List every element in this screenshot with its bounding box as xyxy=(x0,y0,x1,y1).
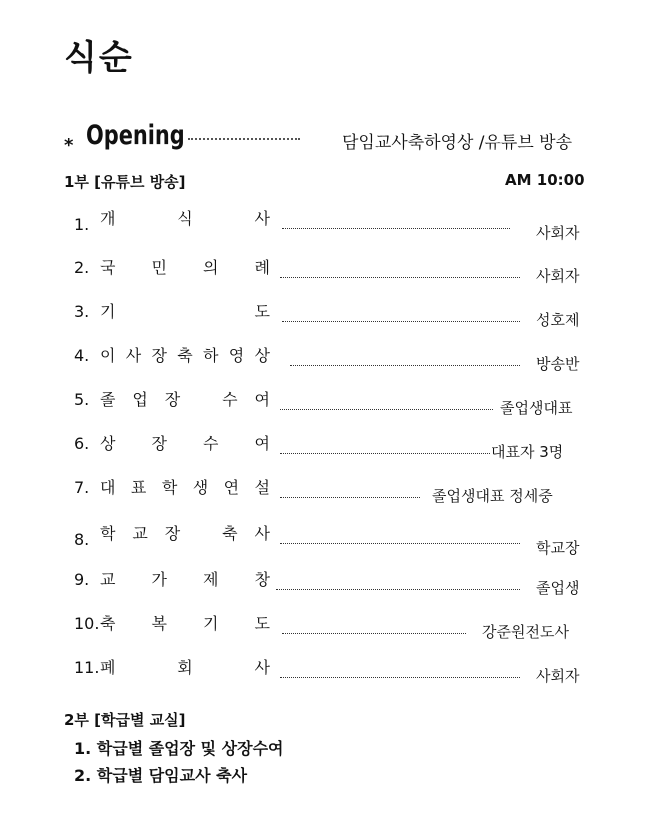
program-item-char: 영 xyxy=(228,346,245,365)
leader-dots xyxy=(282,228,510,229)
program-item-char: 도 xyxy=(254,302,270,321)
program-item-char: 설 xyxy=(254,478,270,497)
part1-time: AM 10:00 xyxy=(505,171,585,189)
leader-dots xyxy=(280,409,493,410)
program-item-label xyxy=(74,521,270,549)
program-item-char: 축 xyxy=(222,524,238,543)
program-item-number: 5. xyxy=(74,390,90,409)
part2-item-2: 2. 학급별 담임교사 축사 xyxy=(74,766,248,785)
program-item-char: 여 xyxy=(254,434,270,453)
program-item-char: 학 xyxy=(161,478,178,497)
program-item-name xyxy=(100,343,270,366)
program-item-presenter: 졸업생대표 정세중 xyxy=(432,487,553,505)
program-item-char: 례 xyxy=(254,258,270,277)
program-item-char: 사 xyxy=(254,658,270,677)
program-item-number: 10. xyxy=(74,614,100,633)
program-item-name xyxy=(100,431,270,454)
program-item-char: 기 xyxy=(203,614,219,633)
program-item-char: 복 xyxy=(151,614,167,633)
program-item-presenter: 사회자 xyxy=(536,224,580,242)
program-item-char: 가 xyxy=(151,570,167,589)
program-item-char: 기 xyxy=(100,302,116,321)
program-item-char: 장 xyxy=(151,346,167,365)
program-item-char: 여 xyxy=(254,390,270,409)
leader-dots xyxy=(282,321,520,322)
program-item-name xyxy=(100,255,270,278)
program-item-presenter: 성호제 xyxy=(536,311,580,329)
program-item-number: 9. xyxy=(74,570,90,589)
program-item-name xyxy=(100,387,270,410)
program-item-char: 제 xyxy=(203,570,219,589)
program-item-presenter: 사회자 xyxy=(536,267,580,285)
program-item-char: 회 xyxy=(177,658,193,677)
program-item-char: 교 xyxy=(132,524,148,543)
program-item-number: 2. xyxy=(74,258,90,277)
opening-bullet: * xyxy=(64,135,74,156)
page-title: 식순 xyxy=(64,38,134,78)
program-item-char: 의 xyxy=(203,258,219,277)
program-item-name xyxy=(100,655,270,678)
program-item-char: 축 xyxy=(100,614,116,633)
program-item-char: 장 xyxy=(164,390,181,409)
leader-dots xyxy=(280,497,420,498)
program-item-name xyxy=(100,206,270,229)
program-item-char: 개 xyxy=(100,209,116,228)
leader-dots xyxy=(280,543,520,544)
program-item-char: 교 xyxy=(100,570,116,589)
program-item-char: 업 xyxy=(132,390,148,409)
program-item-name xyxy=(100,611,270,634)
program-item-char: 학 xyxy=(100,524,116,543)
program-item-name xyxy=(100,567,270,590)
program-item-label xyxy=(74,299,270,322)
part1-title: 1부 [유튜브 방송] xyxy=(64,173,186,191)
program-item-char: 표 xyxy=(130,478,147,497)
leader-dots xyxy=(282,633,466,634)
program-item-char: 축 xyxy=(177,346,193,365)
opening-heading: Opening xyxy=(86,120,185,151)
program-item-label xyxy=(74,655,270,678)
program-item-char: 도 xyxy=(254,614,270,633)
program-item-label xyxy=(74,206,270,234)
program-item-label xyxy=(74,387,270,410)
program-item-name xyxy=(100,475,270,498)
program-item-label xyxy=(74,343,270,366)
program-item-char: 창 xyxy=(254,570,270,589)
program-item-label xyxy=(74,475,270,498)
program-item-presenter: 졸업생 xyxy=(536,579,580,597)
program-item-char: 사 xyxy=(254,209,270,228)
program-item-char: 생 xyxy=(192,478,209,497)
program-item-number: 4. xyxy=(74,346,90,365)
leader-dots xyxy=(280,453,490,454)
program-item-number: 1. xyxy=(74,215,90,234)
program-item-label xyxy=(74,567,270,590)
program-item-char: 하 xyxy=(203,346,219,365)
opening-description: 담임교사축하영상 /유튜브 방송 xyxy=(342,133,573,153)
program-item-label xyxy=(74,255,270,278)
leader-dots xyxy=(280,277,520,278)
program-item-presenter: 사회자 xyxy=(536,667,580,685)
part2-item-1: 1. 학급별 졸업장 및 상장수여 xyxy=(74,739,284,758)
program-item-char: 사 xyxy=(254,524,270,543)
program-item-char: 대 xyxy=(100,478,116,497)
program-item-presenter: 대표자 3명 xyxy=(491,443,564,461)
program-item-char: 장 xyxy=(164,524,181,543)
program-item-number: 8. xyxy=(74,530,90,549)
leader-dots xyxy=(290,365,520,366)
program-item-char: 상 xyxy=(254,346,270,365)
program-item-number: 11. xyxy=(74,658,100,677)
program-item-number: 7. xyxy=(74,478,90,497)
program-item-char: 수 xyxy=(203,434,219,453)
program-item-char: 폐 xyxy=(100,658,116,677)
program-item-char xyxy=(197,387,205,410)
program-item-char: 상 xyxy=(100,434,116,453)
program-item-number: 6. xyxy=(74,434,90,453)
program-item-char: 졸 xyxy=(100,390,116,409)
program-item-char: 장 xyxy=(151,434,167,453)
leader-dots xyxy=(276,589,520,590)
program-item-number: 3. xyxy=(74,302,90,321)
program-item-char: 사 xyxy=(125,346,142,365)
program-item-name xyxy=(100,299,270,322)
program-item-char: 이 xyxy=(100,346,116,365)
program-item-label xyxy=(74,431,270,454)
program-item-name xyxy=(100,521,270,544)
program-item-char: 식 xyxy=(177,209,193,228)
program-item-char: 민 xyxy=(151,258,167,277)
program-item-presenter: 졸업생대표 xyxy=(500,399,573,417)
program-item-presenter: 방송반 xyxy=(536,355,580,373)
program-item-char: 연 xyxy=(223,478,240,497)
program-item-char: 국 xyxy=(100,258,116,277)
program-item-char: 수 xyxy=(222,390,238,409)
program-item-label xyxy=(74,611,270,634)
program-item-presenter: 학교장 xyxy=(536,539,580,557)
part2-title: 2부 [학급별 교실] xyxy=(64,711,186,729)
program-item-char xyxy=(197,521,205,544)
opening-leader-dots xyxy=(188,138,300,140)
leader-dots xyxy=(280,677,520,678)
program-item-presenter: 강준원전도사 xyxy=(482,623,569,641)
